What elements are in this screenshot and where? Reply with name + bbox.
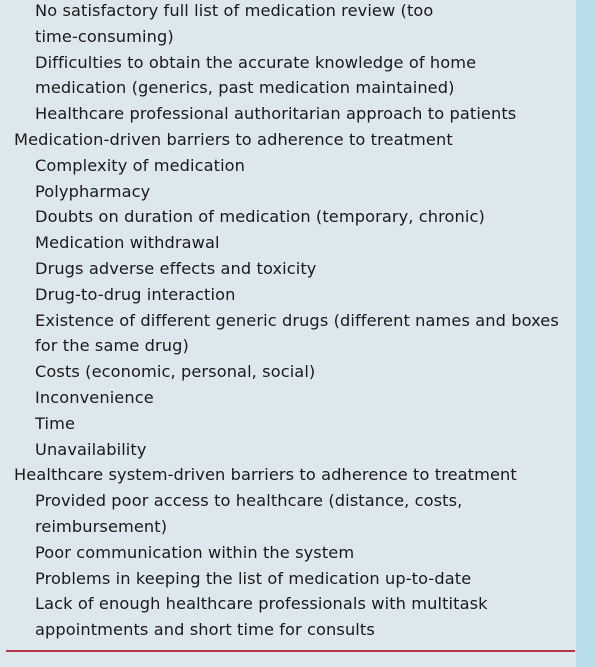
list-item: Difficulties to obtain the accurate knowledge of home	[35, 52, 477, 72]
list-item: appointments and short time for consults	[35, 620, 375, 640]
table-bottom-rule	[6, 650, 575, 652]
list-item: Medication withdrawal	[35, 233, 220, 253]
list-item: Provided poor access to healthcare (distance, costs,	[35, 491, 463, 511]
list-item: Polypharmacy	[35, 181, 151, 201]
list-item: Lack of enough healthcare professionals with multitask	[35, 594, 488, 614]
list-item: medication (generics, past medication maintained)	[35, 78, 455, 98]
table-content	[14, 0, 570, 643]
list-item: Existence of different generic drugs (different names and boxes	[35, 310, 559, 330]
list-item: Inconvenience	[35, 387, 154, 407]
list-item: Poor communication within the system	[35, 542, 355, 562]
list-item: time-consuming)	[35, 26, 174, 46]
list-item: Healthcare professional authoritarian approach to patients	[35, 104, 517, 124]
list-item: Drug-to-drug interaction	[35, 284, 236, 304]
section-heading: Healthcare system-driven barriers to adherence to treatment	[14, 465, 517, 485]
list-item: Unavailability	[35, 439, 147, 459]
list-item: Doubts on duration of medication (temporary, chronic)	[35, 207, 485, 227]
list-item: Drugs adverse effects and toxicity	[35, 258, 317, 278]
list-item: Complexity of medication	[35, 155, 246, 175]
list-item: No satisfactory full list of medication review (too	[35, 1, 434, 20]
list-item: Time	[35, 413, 76, 433]
section-heading: Medication-driven barriers to adherence to treatment	[14, 129, 453, 149]
list-item: Problems in keeping the list of medication up-to-date	[35, 568, 472, 588]
list-item: Costs (economic, personal, social)	[35, 362, 316, 382]
list-item: reimbursement)	[35, 516, 168, 536]
list-item: for the same drug)	[35, 336, 189, 356]
